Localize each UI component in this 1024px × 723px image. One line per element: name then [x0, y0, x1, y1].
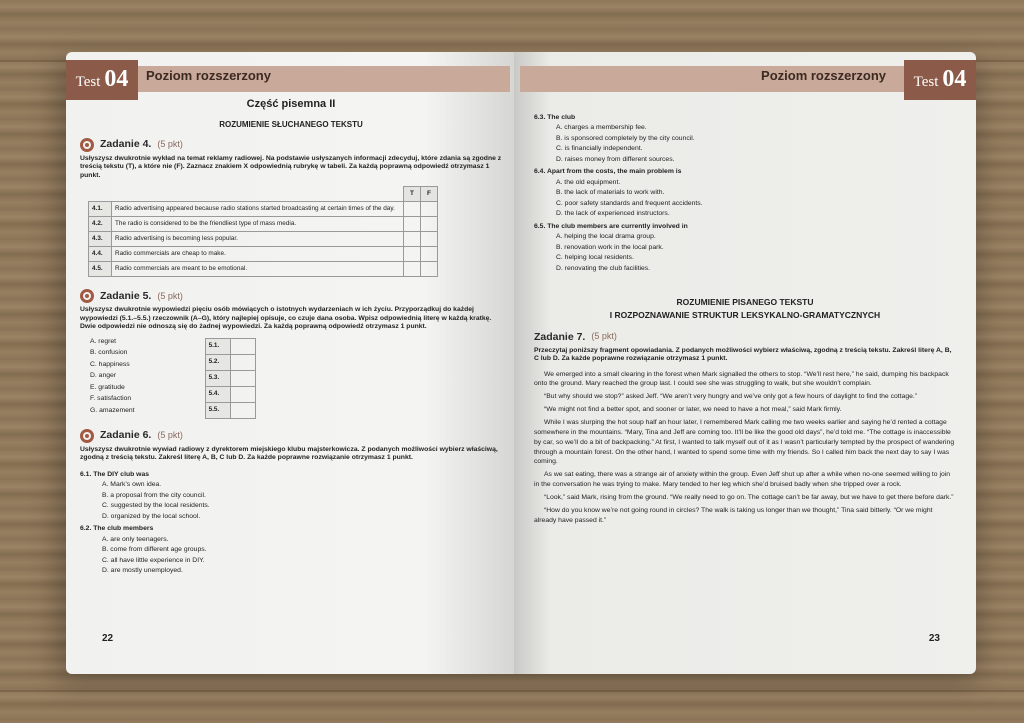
answer-box[interactable]	[230, 354, 255, 370]
section-title-1: ROZUMIENIE PISANEGO TEKSTU	[676, 297, 814, 308]
answer-box-t[interactable]	[404, 247, 421, 262]
answer-option[interactable]: B. a proposal from the city council.	[102, 491, 206, 499]
table-row: 4.3. Radio advertising is becoming less popular.	[89, 232, 438, 247]
task-6-instruction: Usłyszysz dwukrotnie wywiad radiowy z dyrektorem miejskiego klubu majsterkowicza. Z podanych możliwości wybierz właściwą, zgodną z treścią tekstu. Zakreśl literę A, B, C lub D. Za każde poprawne rozwiązanie otrzymasz 1 punkt.	[80, 445, 498, 462]
list-item: E. gratitude	[90, 383, 125, 391]
paragraph: “But why should we stop?” asked Jeff. “We aren’t very hungry and we’ve only got a few hours of daylight to find the cottage.”	[544, 393, 918, 401]
level-title: Poziom rozszerzony	[146, 68, 271, 83]
question-6-1: 6.1. The DIY club was	[80, 470, 150, 478]
paragraph: “We might not find a better spot, and sooner or later, we need to have a hot meal,” said Mark firmly.	[544, 406, 842, 414]
task-7-instruction: Przeczytaj poniższy fragment opowiadania. Z podanych możliwości wybierz właściwą, zgodną z treścią tekstu. Zakreśl literę A, B, C lub D. Za każde poprawne rozwiązanie otrzymasz 1 punkt.	[534, 346, 952, 363]
answer-option[interactable]: B. is sponsored completely by the city council.	[556, 134, 695, 142]
table-row: 4.5. Radio commercials are meant to be emotional.	[89, 262, 438, 277]
test-number: 04	[942, 66, 967, 92]
task-5-answers	[80, 338, 502, 419]
answer-option[interactable]: C. helping local residents.	[556, 254, 634, 262]
answer-option[interactable]: A. charges a membership fee.	[556, 124, 647, 132]
answer-option[interactable]: D. organized by the local school.	[102, 512, 201, 520]
test-number: 04	[104, 66, 129, 92]
paragraph: “How do you know we’re not going round in circles? The walk is taking us longer than we thought,” Tina said bitterly. “Or we might already have passed it.”	[534, 506, 933, 524]
answer-option[interactable]: B. renovation work in the local park.	[556, 243, 664, 251]
section-title: ROZUMIENIE SŁUCHANEGO TEKSTU	[219, 119, 363, 129]
answer-option[interactable]: D. renovating the club facilities.	[556, 264, 651, 272]
answer-option[interactable]: B. the lack of materials to work with.	[556, 189, 665, 197]
part-title: Część pisemna II	[246, 98, 336, 110]
task-5-instruction: Usłyszysz dwukrotnie wypowiedzi pięciu osób mówiących o istotnych wydarzeniach w ich życiu. Przyporządkuj do każdej wypowiedzi (5.1.–5.5.) rzeczownik (A–G), który najlepiej opisuje, co czuje dana osoba. Wpisz odpowiednią literę w każdą kratkę. Dwie odpowiedzi nie odnoszą się do żadnej wypowiedzi. Za każdą poprawną odpowiedź otrzymasz 1 punkt.	[80, 306, 492, 331]
task-7-heading: Zadanie 7. (5 pkt)	[534, 330, 617, 343]
answer-box-f[interactable]	[421, 217, 438, 232]
test-label: Test	[913, 74, 939, 90]
right-content	[534, 110, 956, 528]
answer-box-t[interactable]	[404, 262, 421, 277]
matching-grid: 5.1. 5.2. 5.3. 5.4. 5.5.	[205, 338, 256, 419]
question-6-5: 6.5. The club members are currently involved in	[534, 222, 688, 230]
paragraph: We emerged into a small clearing in the forest when Mark signalled the others to stop. “We’ll rest here,” he said, dumping his backpack onto the ground. Mary reached the group last. I could see she was struggling to walk, but she wouldn’t complain.	[534, 370, 949, 388]
left-page	[66, 52, 514, 674]
list-item: D. anger	[90, 372, 117, 380]
answer-box-f[interactable]	[421, 262, 438, 277]
headphones-icon	[80, 138, 94, 152]
answer-option[interactable]: A. Mark’s own idea.	[102, 481, 162, 489]
answer-box-f[interactable]	[421, 232, 438, 247]
task-4-heading: Zadanie 4. (5 pkt)	[80, 138, 502, 152]
answer-box-f[interactable]	[421, 247, 438, 262]
answer-option[interactable]: D. raises money from different sources.	[556, 155, 675, 163]
answer-option[interactable]: A. helping the local drama group.	[556, 233, 656, 241]
list-item: F. satisfaction	[90, 395, 132, 403]
question-6-4: 6.4. Apart from the costs, the main problem is	[534, 168, 682, 176]
table-row: 4.2. The radio is considered to be the friendliest type of mass media.	[89, 217, 438, 232]
level-title: Poziom rozszerzony	[761, 68, 886, 83]
task-5-heading: Zadanie 5. (5 pkt)	[80, 289, 502, 303]
answer-option[interactable]: C. poor safety standards and frequent accidents.	[556, 199, 703, 207]
answer-box-f[interactable]	[421, 202, 438, 217]
col-true: T	[404, 187, 421, 202]
table-row: 4.1. Radio advertising appeared because radio stations started broadcasting at certain times of the day.	[89, 202, 438, 217]
story-text	[534, 370, 956, 526]
answer-option[interactable]: A. the old equipment.	[556, 178, 621, 186]
answer-option[interactable]: A. are only teenagers.	[102, 535, 169, 543]
answer-box-t[interactable]	[404, 232, 421, 247]
answer-box[interactable]	[230, 370, 255, 386]
answer-option[interactable]: D. are mostly unemployed.	[102, 566, 183, 574]
col-false: F	[421, 187, 438, 202]
left-content	[80, 94, 502, 575]
list-item: B. confusion	[90, 349, 128, 357]
table-row: 4.4. Radio commercials are cheap to make.	[89, 247, 438, 262]
list-item: G. amazement	[90, 406, 135, 414]
answer-option[interactable]: B. come from different age groups.	[102, 546, 207, 554]
paragraph: “Look,” said Mark, rising from the ground. “We really need to go on. The cottage can’t be far away, but we have to get there before dark.”	[544, 493, 954, 501]
answer-box-t[interactable]	[404, 217, 421, 232]
section-title-2: I ROZPOZNAWANIE STRUKTUR LEKSYKALNO-GRAMATYCZNYCH	[609, 309, 881, 320]
paragraph: As we sat eating, there was a strange air of anxiety within the group. Even Jeff shut up after a while when no-one seemed willing to join in the conversation he was trying to make. Mary tended to her leg which she’d bruised badly when she tripped over a rock.	[534, 471, 951, 489]
list-item: A. regret	[90, 337, 117, 345]
answer-box[interactable]	[230, 402, 255, 418]
answer-box-t[interactable]	[404, 202, 421, 217]
test-label: Test	[75, 74, 101, 90]
answer-box[interactable]	[230, 386, 255, 402]
option-list	[90, 338, 135, 419]
headphones-icon	[80, 289, 94, 303]
page-number: 23	[928, 633, 940, 644]
answer-option[interactable]: C. is financially independent.	[556, 145, 643, 153]
question-6-3: 6.3. The club	[534, 114, 576, 121]
headphones-icon	[80, 429, 94, 443]
right-page	[514, 52, 976, 674]
page-number: 22	[102, 633, 114, 644]
test-badge	[904, 60, 976, 100]
answer-option[interactable]: C. all have little experience in DIY.	[102, 556, 205, 564]
question-6-2: 6.2. The club members	[80, 525, 154, 533]
answer-box[interactable]	[230, 338, 255, 354]
task-4-instruction: Usłyszysz dwukrotnie wykład na temat reklamy radiowej. Na podstawie usłyszanych informacji zdecyduj, które zdania są zgodne z treścią tekstu (T), a które nie (F). Zaznacz znakiem X odpowiednią rubrykę w tabeli. Za każdą poprawną odpowiedź otrzymasz 1 punkt.	[80, 154, 502, 179]
true-false-table	[88, 186, 438, 277]
paragraph: While I was slurping the hot soup half an hour later, I remembered Mark calling me two weeks earlier and saying he’d rented a cottage somewhere in the mountains. “Mary, Tina and Jeff are coming too. It’ll be like the good old days”, he’d told me. “The cottage is inaccessible by car, so we’ll do a bit of backpacking.” At first, I wanted to talk myself out of it as I wasn’t particularly tempted by the prospect of wandering through a mountain forest. On the other hand, I wanted to spend some time with my friends. So I called him back the next day to say I was coming.	[534, 418, 955, 466]
answer-option[interactable]: C. suggested by the local residents.	[102, 502, 210, 510]
answer-option[interactable]: D. the lack of experienced instructors.	[556, 210, 670, 218]
task-6-heading: Zadanie 6. (5 pkt)	[80, 429, 502, 443]
list-item: C. happiness	[90, 360, 130, 368]
